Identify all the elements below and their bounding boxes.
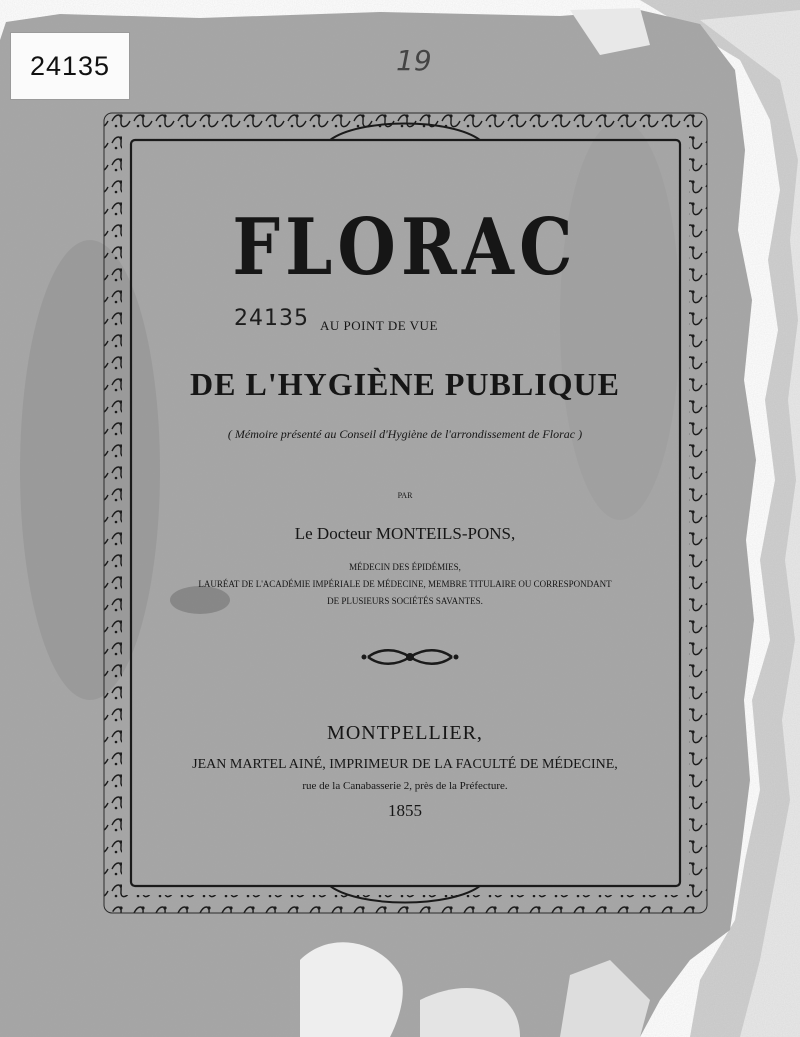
publication-year: 1855	[388, 801, 422, 820]
publication-place: MONTPELLIER,	[327, 722, 483, 744]
author: Le Docteur MONTEILS-PONS,	[294, 524, 516, 543]
printer-line: JEAN MARTEL AINÉ, IMPRIMEUR DE LA FACULTÉ DE MÉDECINE,	[192, 757, 618, 772]
catalog-label-number: 24135	[29, 50, 111, 81]
by-label: PAR	[397, 491, 413, 500]
handwritten-number: 24135	[234, 306, 309, 331]
catalog-label	[10, 32, 130, 100]
book-title: FLORAC	[232, 202, 578, 293]
memoire-note: ( Mémoire présenté au Conseil d'Hygiène de l'arrondissement de Florac )	[227, 427, 583, 441]
pencil-mark: 19	[396, 44, 432, 77]
printer-address: rue de la Canabasserie 2, près de la Préfecture.	[302, 780, 508, 792]
credential-line-1: MÉDECIN DES ÉPIDÉMIES,	[349, 562, 461, 572]
subtitle-main: DE L'HYGIÈNE PUBLIQUE	[190, 366, 620, 402]
subtitle-small: AU POINT DE VUE	[320, 318, 438, 333]
credential-line-3: DE PLUSIEURS SOCIÉTÉS SAVANTES.	[327, 596, 483, 606]
credential-line-2: LAURÉAT DE L'ACADÉMIE IMPÉRIALE DE MÉDECINE, MEMBRE TITULAIRE OU CORRESPONDANT	[198, 579, 612, 589]
